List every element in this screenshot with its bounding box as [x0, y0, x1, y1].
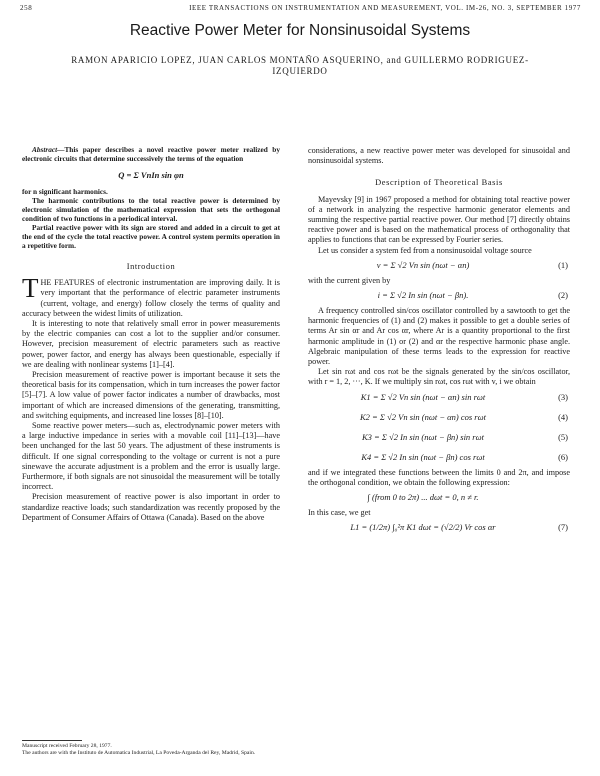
- equation-4-expr: K2 = Σ √2 Vn sin (nωt − αn) cos rωt: [360, 411, 486, 422]
- intro-paragraph-1: [22, 273, 280, 319]
- equation-3-expr: K1 = Σ √2 Vn sin (nωt − αn) sin rωt: [360, 391, 486, 402]
- intro-paragraph-1-text: HE FEATURES of electronic instrumentation are improving daily. It is very important that the performance of electric parameter instruments (current, voltage, and energy) follow closely the terms of quality and accuracy between the widest limits of utilization.: [22, 278, 280, 318]
- drop-cap: T: [22, 273, 39, 304]
- equation-7-expr: L1 = (1/2π) ∫₀²π K1 dωt = (√2/2) Vr cos αr: [350, 522, 496, 533]
- abstract: [22, 145, 280, 250]
- equation-5-number: (5): [558, 431, 568, 442]
- equation-7-number: (7): [558, 522, 568, 533]
- equation-5: [308, 428, 570, 448]
- right-paragraph-3: with the current given by: [308, 275, 391, 285]
- abstract-text-3: Partial reactive power with its sign are stored and added in a circuit to get at the end of the cycle the total reactive power. A control system permits operation in a repetitive form.: [22, 223, 280, 250]
- equation-6-number: (6): [558, 451, 568, 462]
- equation-1-number: (1): [558, 259, 568, 270]
- footnote: [22, 740, 280, 757]
- equation-4: [308, 408, 570, 428]
- author-list: RAMON APARICIO LOPEZ, JUAN CARLOS MONTAÑO ASQUERINO, and GUILLERMO RODRIGUEZ-IZQUIERDO: [71, 55, 529, 76]
- paper-title: Reactive Power Meter for Nonsinusoidal Systems: [129, 22, 471, 39]
- page-number: 258: [20, 4, 33, 12]
- footnote-line-2: The authors are with the Instituto de Automatica Industrial, La Poveda-Arganda del Rey, Madrid, Spain.: [22, 749, 256, 756]
- abstract-text-2: The harmonic contributions to the total reactive power is determined by electronic simulation of the mathematical expression that sets the orthogonal condition of two functions in a periodical interval.: [22, 196, 280, 223]
- equation-orthogonal: [308, 488, 570, 508]
- intro-paragraph-5: Precision measurement of reactive power is also important in order to standardize reactive loads; such standardization was recently proposed by the Department of Consumer Affairs of Ottawa (Canada). Based on the above: [22, 492, 280, 522]
- equation-2-number: (2): [558, 290, 568, 301]
- running-header: [16, 4, 581, 16]
- abstract-label: Abstract: [32, 145, 58, 154]
- intro-paragraph-4: Some reactive power meters—such as, electrodynamic power meters with a large inductive impedance in series with a movable coil [11]–[13]—have been unchanged for the last 50 years. The adjustment of these instruments is difficult. If one signal corresponding to the voltage or current is not a pure sinewave the accurate adjustment is a problem and the error is usually large. Furthermore, if both signals are not sinusoidal the measurement will be totally incorrect.: [22, 421, 280, 492]
- equation-1-expr: v = Σ √2 Vn sin (nωt − αn): [376, 259, 470, 270]
- intro-paragraph-3: Precision measurement of reactive power is important because it sets the theoretical basis for its compensation, which in turn increases the power factor [5]–[7]. A low value of power factor indicates a number of drawbacks, most important of which are increased dimensions of the generating, transmitting, and switching equipments, and increased line losses [8]–[10].: [22, 370, 280, 420]
- equation-7: [308, 518, 570, 538]
- right-paragraph-5: Let sin rωt and cos rωt be the signals generated by the sin/cos oscillator, with r = 1, 2, ···, K. If we multiply sin rωt, cos rωt with v, i we obtain: [308, 367, 570, 387]
- abstract-text-1: —This paper describes a novel reactive power meter realized by electronic circuits that determine successively the terms of the equation: [22, 145, 280, 163]
- right-paragraph-4: A frequency controlled sin/cos oscillator controlled by a sawtooth to get the harmonic frequencies of (1) and (2) makes it possible to get a double series of terms Ar sin αr and Ar cos αr, where Ar is a quantity proportional to the first harmonic amplitude in (1) or (2) and αr the respective harmonic phase angle. Algebraic manipulation of these terms leads to the expression for reactive power.: [308, 306, 570, 367]
- theory-heading: Description of Theoretical Basis: [375, 178, 503, 188]
- equation-orthogonal-expr: ∫ (from 0 to 2π) ... dωt = 0, n ≠ r.: [367, 492, 479, 503]
- intro-paragraph-2: It is interesting to note that relatively small error in power measurements by the electric companies can cost a lot to the supplier and/or consumer. However, precision measurement of electric parameters such as reactive power, power factor, and energy has always been questionable, especially if we are dealing with nonlinear systems [1]–[4].: [22, 319, 280, 369]
- equation-6-expr: K4 = Σ √2 In sin (nωt − βn) cos rωt: [361, 451, 485, 462]
- right-column: [308, 146, 570, 538]
- right-paragraph-0: considerations, a new reactive power meter was developed for sinusoidal and nonsinusoidal systems.: [308, 146, 570, 166]
- journal-line: IEEE TRANSACTIONS ON INSTRUMENTATION AND MEASUREMENT, VOL. IM-26, NO. 3, SEPTEMBER 1977: [189, 4, 581, 12]
- equation-2: [308, 286, 570, 306]
- right-paragraph-2: Let us consider a system fed from a nonsinusoidal voltage source: [318, 245, 532, 255]
- footnote-line-1: Manuscript received February 28, 1977.: [22, 743, 112, 749]
- equation-2-expr: i = Σ √2 In sin (nωt − βn).: [377, 290, 469, 301]
- right-paragraph-1: Mayevsky [9] in 1967 proposed a method for obtaining total reactive power of a network in analyzing the respective harmonic generator elements and summing the respective partial reactive power. Our method [7] directly obtains reactive power and is based on the mathematical process of orthogonality that applies to functions that can be expressed by Fourier series.: [308, 194, 570, 245]
- footnote-rule: [22, 740, 82, 741]
- introduction-heading: Introduction: [126, 262, 176, 271]
- equation-1: [308, 256, 570, 276]
- equation-3: [308, 388, 570, 408]
- equation-5-expr: K3 = Σ √2 In sin (nωt − βn) sin rωt: [362, 431, 484, 442]
- equation-6: [308, 448, 570, 468]
- equation-3-number: (3): [558, 391, 568, 402]
- right-paragraph-7: In this case, we get: [308, 508, 371, 518]
- right-paragraph-6: and if we integrated these functions between the limits 0 and 2π, and impose the orthogonal condition, we obtain the following expression:: [308, 467, 570, 487]
- abstract-equation: Q = Σ VnIn sin φn: [118, 170, 184, 180]
- left-column: [22, 145, 280, 523]
- abstract-after-equation: for n significant harmonics.: [22, 187, 108, 196]
- equation-4-number: (4): [558, 411, 568, 422]
